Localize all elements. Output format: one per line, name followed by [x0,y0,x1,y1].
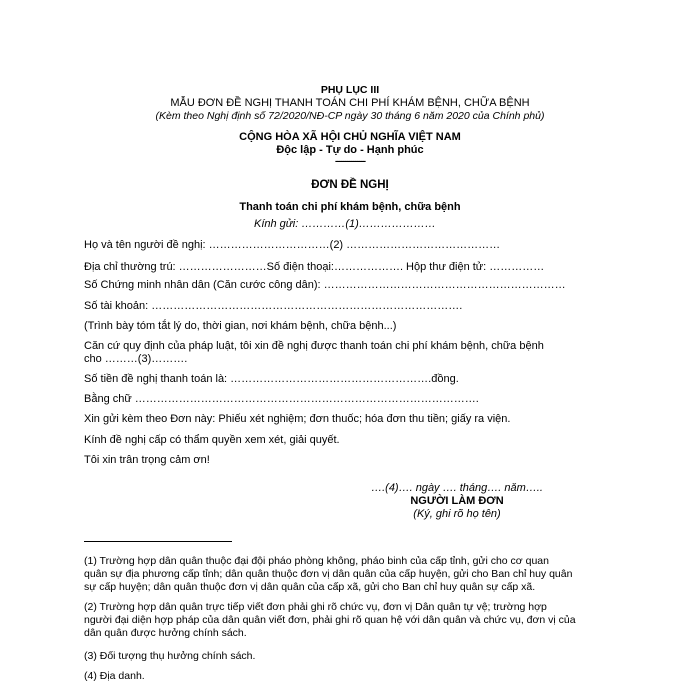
id-number-line: Số Chứng minh nhân dân (Căn cước công dân): ………………………………………………………… [84,279,566,291]
thanks-line: Tôi xin trân trọng cảm ơn! [84,454,210,466]
signature-note: (Ký, ghi rõ họ tên) [413,508,501,520]
document-title: ĐƠN ĐỀ NGHỊ [311,179,389,191]
decree-reference: (Kèm theo Nghị định số 72/2020/NĐ-CP ngày 30 tháng 6 năm 2020 của Chính phủ) [155,110,545,122]
footnote-2-line-2: người đại diện hợp pháp của dân quân viết đơn, phải ghi rõ quan hệ với dân quân và chức vụ, đơn vị của [84,614,576,626]
legal-basis-line-2: cho ………(3)………. [84,353,188,365]
footnote-3: (3) Đối tượng thụ hưởng chính sách. [84,650,256,662]
footnote-4: (4) Địa danh. [84,670,145,682]
footnote-1-line-2: quân sự địa phương cấp tỉnh; dân quân thuộc đơn vị dân quân của cấp huyện, gửi cho Ban chỉ huy quân [84,568,573,580]
amount-in-words-line: Bằng chữ …………………………………………………………………………………. [84,393,479,405]
appendix-label: PHỤ LỤC III [320,84,380,96]
document-subtitle: Thanh toán chi phí khám bệnh, chữa bệnh [239,201,461,213]
bank-account-line: Số tài khoản: …………………………………………………………………………. [84,300,463,312]
addressee-line: Kính gửi: …………(1)………………… [254,218,436,230]
form-title: MẪU ĐƠN ĐỀ NGHỊ THANH TOÁN CHI PHÍ KHÁM BỆNH, CHỮA BỆNH [170,97,530,109]
footnote-separator [84,541,232,542]
legal-basis-line-1: Căn cứ quy định của pháp luật, tôi xin đề nghị được thanh toán chi phí khám bệnh, chữa bệnh [84,340,544,352]
footnote-1-line-1: (1) Trường hợp dân quân thuộc đại đội pháo phòng không, pháo binh của cấp tỉnh, gửi cho cơ quan [84,555,549,567]
requester-name-line: Họ và tên người đề nghị: ……………………………(2) …………………………………… [84,239,501,251]
header-divider: --------------- [335,156,365,166]
address-phone-email-line: Địa chỉ thường trú: ……………………Số điện thoại:………………. Hộp thư điện tử: …………… [84,261,545,273]
request-line: Kính đề nghị cấp có thẩm quyền xem xét, giải quyết. [84,434,340,446]
reason-line: (Trình bày tóm tắt lý do, thời gian, nơi khám bệnh, chữa bệnh...) [84,320,397,332]
attachments-line: Xin gửi kèm theo Đơn này: Phiếu xét nghiệm; đơn thuốc; hóa đơn thu tiền; giấy ra viện. [84,413,511,425]
footnote-2-line-1: (2) Trường hợp dân quân trực tiếp viết đơn phải ghi rõ chức vụ, đơn vị Dân quân tự vệ; trường hợp [84,601,547,613]
amount-line: Số tiền đề nghị thanh toán là: ……………………………………………….đồng. [84,373,459,385]
signer-title: NGƯỜI LÀM ĐƠN [410,495,504,507]
footnote-2-line-3: dân quân được hưởng chính sách. [84,627,247,639]
place-date-line: ….(4)…. ngày …. tháng…. năm….. [371,482,543,494]
footnote-1-line-3: sự cấp huyện; dân quân thuộc đơn vị dân quân của cấp xã, gửi cho Ban chỉ huy quân sự cấp xã. [84,581,536,593]
national-motto: Độc lập - Tự do - Hạnh phúc [276,144,424,156]
country-name: CỘNG HÒA XÃ HỘI CHỦ NGHĨA VIỆT NAM [239,131,461,143]
